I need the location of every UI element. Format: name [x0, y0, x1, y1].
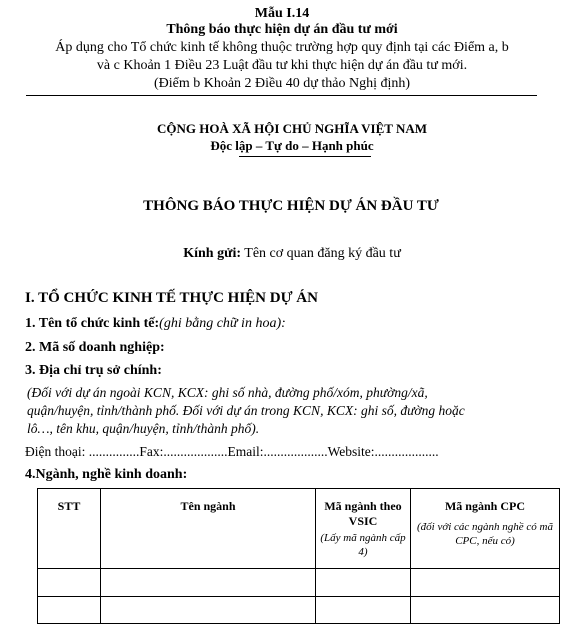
col-stt-header: [38, 489, 101, 569]
recipient-label: Kính gửi:: [183, 246, 242, 261]
national-motto: Độc lập – Tự do – Hạnh phúc: [210, 138, 374, 153]
motto-underline: [239, 156, 371, 157]
table-row: [38, 597, 560, 624]
apply-line-3: (Điểm b Khoản 2 Điều 40 dự thảo Nghị định): [153, 76, 411, 91]
table-cell[interactable]: [411, 569, 560, 597]
national-name: CỘNG HOÀ XÃ HỘI CHỦ NGHĨA VIỆT NAM: [156, 121, 428, 136]
industry-table: [37, 488, 560, 624]
table-cell[interactable]: [38, 569, 101, 597]
col-name-header: [101, 489, 316, 569]
col-cpc-label: Mã ngành CPC: [444, 499, 525, 513]
col-name-label: Tên ngành: [180, 499, 236, 513]
item-2-label: 2. Mã số doanh nghiệp:: [25, 340, 165, 355]
col-cpc-header: [411, 489, 560, 569]
section-1-heading: I. TỔ CHỨC KINH TẾ THỰC HIỆN DỰ ÁN: [25, 290, 318, 306]
apply-line-1: Áp dụng cho Tổ chức kinh tế không thuộc trường hợp quy định tại các Điểm a, b: [55, 40, 509, 55]
header-divider: [26, 95, 537, 96]
col-vsic-label: Mã ngành theo VSIC: [324, 499, 402, 528]
table-cell[interactable]: [411, 597, 560, 624]
apply-line-2: và c Khoản 1 Điều 23 Luật đầu tư khi thực hiện dự án đầu tư mới.: [96, 58, 468, 73]
table-header-row: [38, 489, 560, 569]
form-number: Mẫu I.14: [254, 6, 310, 21]
contact-line: Điện thoại: ...............Fax:...................Email:...................Website:...................: [25, 444, 439, 459]
col-vsic-note: (Lấy mã ngành cấp 4): [320, 532, 406, 558]
col-cpc-note: (đối với các ngành nghề có mã CPC, nếu có): [416, 521, 553, 547]
col-stt-label: STT: [57, 499, 81, 513]
recipient-line: [0, 246, 564, 262]
item-3-label: 3. Địa chỉ trụ sở chính:: [25, 363, 162, 378]
item-1-hint: (ghi bằng chữ in hoa):: [159, 316, 286, 331]
table-cell[interactable]: [316, 597, 411, 624]
col-vsic-header: [316, 489, 411, 569]
item-1-label: 1. Tên tổ chức kinh tế:: [25, 316, 160, 331]
table-cell[interactable]: [101, 597, 316, 624]
item-1-line: [25, 316, 286, 332]
table-row: [38, 569, 560, 597]
item-4-label: 4.Ngành, nghề kinh doanh:: [25, 467, 188, 482]
table-cell[interactable]: [101, 569, 316, 597]
table-cell[interactable]: [38, 597, 101, 624]
address-hint-line-2: quận/huyện, tỉnh/thành phố. Đối với dự án trong KCN, KCX: ghi số, đường hoặc: [27, 403, 465, 418]
table-cell[interactable]: [316, 569, 411, 597]
form-title: Thông báo thực hiện dự án đầu tư mới: [166, 22, 398, 37]
address-hint-line-1: (Đối với dự án ngoài KCN, KCX: ghi số nhà, đường phố/xóm, phường/xã,: [27, 385, 428, 400]
address-hint-line-3: lô…, tên khu, quận/huyện, tỉnh/thành phố).: [27, 421, 260, 436]
recipient-value: Tên cơ quan đăng ký đầu tư: [241, 246, 401, 261]
document-title: THÔNG BÁO THỰC HIỆN DỰ ÁN ĐẦU TƯ: [143, 198, 439, 214]
